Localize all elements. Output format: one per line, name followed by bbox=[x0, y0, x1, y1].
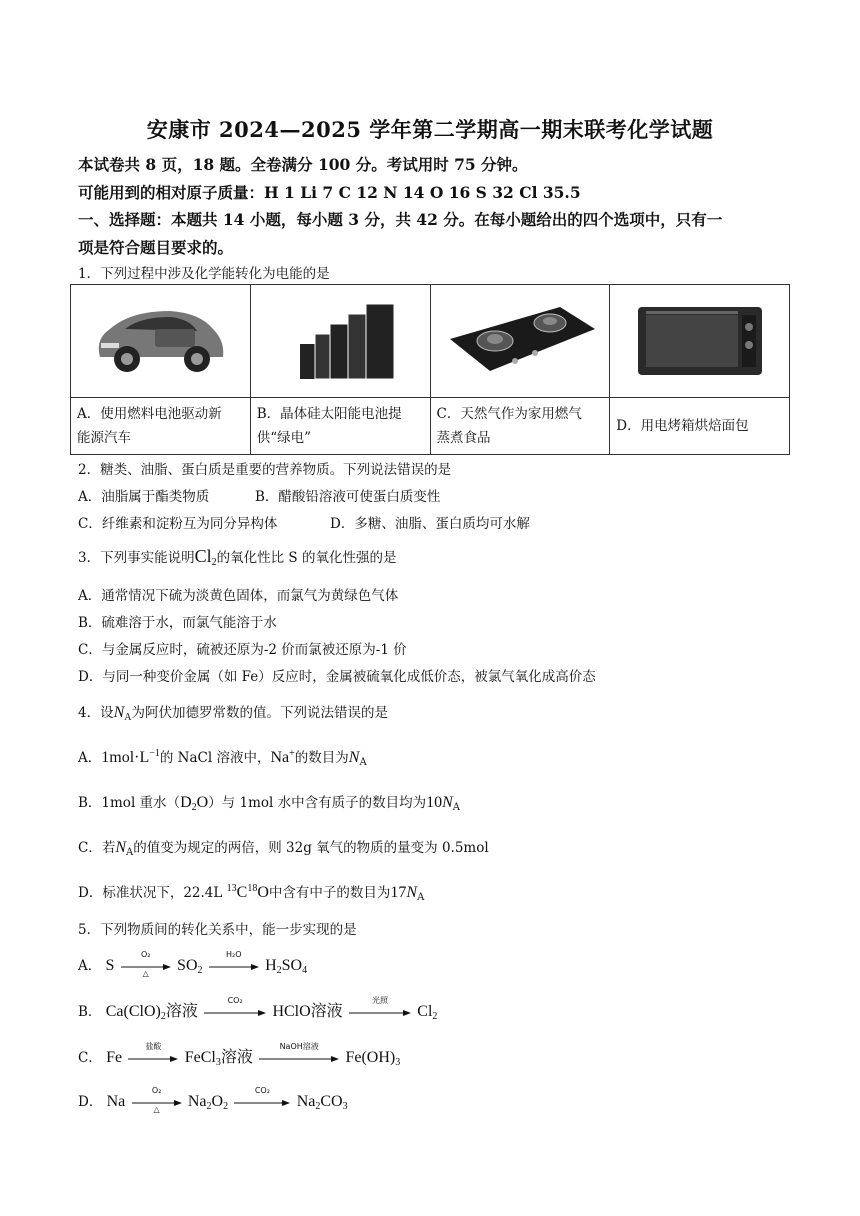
arrow-condition-heat: △ bbox=[142, 968, 149, 978]
na-symbol: N bbox=[113, 704, 125, 721]
na-ion-formula: Na+ bbox=[270, 748, 295, 766]
h2so4-formula: $H_2SO_4$ bbox=[265, 957, 308, 976]
q1-stem: 1．下列过程中涉及化学能转化为电能的是 bbox=[78, 266, 330, 282]
hclo-solution-text: HClO溶液 bbox=[272, 1003, 343, 1020]
q3-option-b[interactable]: B．硫难溶于水，而氯气能溶于水 bbox=[78, 615, 277, 631]
arrow-icon bbox=[259, 1054, 339, 1064]
q4-option-c-label: C．若 bbox=[78, 840, 116, 856]
q1-option-a[interactable] bbox=[71, 398, 251, 455]
q4-option-b-label: B．1mol 重水（ bbox=[78, 795, 181, 811]
reaction-arrow bbox=[132, 1085, 182, 1114]
q4-option-c[interactable]: C．若$N_A$的值变为规定的两倍，则 32g 氧气的物质的量变为 0.5mol bbox=[78, 839, 489, 858]
q2-stem: 2．糖类、油脂、蛋白质是重要的营养物质。下列说法错误的是 bbox=[78, 462, 452, 478]
q1-option-b-text: B．晶体硅太阳能电池提 bbox=[256, 406, 402, 422]
cl2-formula: $Cl_2$ bbox=[194, 546, 217, 568]
q2-option-d[interactable]: D．多糖、油脂、蛋白质均可水解 bbox=[330, 516, 530, 532]
arrow-condition-heat: △ bbox=[153, 1104, 160, 1114]
exam-title: 安康市 2024—2025 学年第二学期高一期末联考化学试题 bbox=[146, 117, 714, 142]
q5-option-d-label: D． bbox=[78, 1094, 103, 1110]
q1-option-c-text-cont: 蒸煮食品 bbox=[436, 430, 491, 446]
arrow-condition: 盐酸 bbox=[145, 1041, 162, 1051]
q5-option-b[interactable] bbox=[78, 995, 438, 1022]
solar-panels-image bbox=[280, 294, 400, 384]
reaction-arrow bbox=[128, 1041, 178, 1067]
arrow-condition: CO₂ bbox=[254, 1085, 270, 1095]
cl2-formula: $Cl_2$ bbox=[417, 1003, 438, 1022]
sodium-formula: Na bbox=[106, 1093, 126, 1110]
q1-option-a-text-cont: 能源汽车 bbox=[77, 430, 131, 446]
section-heading-cont: 项是符合题目要求的。 bbox=[78, 238, 234, 257]
q3-stem-part2: 的氧化性比 S 的氧化性强的是 bbox=[216, 550, 397, 566]
q5-stem: 5．下列物质间的转化关系中，能一步实现的是 bbox=[78, 922, 357, 938]
q4-option-d-label: D．标准状况下，22.4L bbox=[78, 885, 223, 901]
q1-option-d[interactable] bbox=[610, 398, 790, 455]
q4-option-c-text: 的值变为规定的两倍，则 32g 氧气的物质的量变为 0.5mol bbox=[133, 840, 489, 856]
q4-option-d-text: 中含有中子的数目为 bbox=[268, 885, 391, 901]
exam-info-line: 本试卷共 8 页，18 题。全卷满分 100 分。考试用时 75 分钟。 bbox=[78, 155, 528, 174]
q1-option-b-text-cont: 供“绿电” bbox=[256, 430, 312, 446]
q3-option-d[interactable]: D．与同一种变价金属（如 Fe）反应时，金属被硫氧化成低价态，被氯气氧化成高价态 bbox=[78, 669, 596, 685]
solution-text: 溶液 bbox=[165, 1003, 198, 1020]
q2-option-b[interactable]: B．醋酸铅溶液可使蛋白质变性 bbox=[255, 489, 441, 505]
arrow-icon bbox=[234, 1098, 290, 1108]
q4-option-a-text: 的 NaCl 溶液中， bbox=[159, 750, 271, 766]
q4-stem: 4．设$N_A$为阿伏加德罗常数的值。下列说法错误的是 bbox=[78, 704, 388, 723]
q1-options-table bbox=[70, 284, 790, 455]
sulfur-formula: S bbox=[105, 957, 115, 974]
electric-car-image bbox=[85, 299, 235, 379]
q1-option-b[interactable] bbox=[250, 398, 430, 455]
arrow-icon bbox=[128, 1054, 178, 1064]
q4-option-d[interactable]: D．标准状况下，22.4L $^{13}C^{18}O$中含有中子的数目为$17N_A$ bbox=[78, 883, 425, 903]
ten-na: 10N bbox=[426, 794, 453, 811]
q1-option-b-image bbox=[250, 285, 430, 398]
q1-option-c-text: C．天然气作为家用燃气 bbox=[436, 406, 582, 422]
q3-stem-part1: 3．下列事实能说明 bbox=[78, 550, 195, 566]
q3-option-c[interactable]: C．与金属反应时，硫被还原为-2 价而氯被还原为-1 价 bbox=[78, 642, 407, 658]
iron-hydroxide-formula: $Fe(OH)_3$ bbox=[345, 1049, 401, 1068]
q1-option-d-text: D．用电烤箱烘焙面包 bbox=[616, 418, 749, 434]
q2-option-c[interactable]: C．纤维素和淀粉互为同分异构体 bbox=[78, 516, 278, 532]
q4-option-a[interactable]: A．$1mol\cdot L^{-1}$的 NaCl 溶液中，Na+的数目为$N_A$ bbox=[78, 748, 367, 768]
na2o2-formula: $Na_2O_2$ bbox=[187, 1093, 229, 1112]
na-symbol: N bbox=[348, 749, 360, 766]
q4-option-b-text: ）与 1mol 水中含有质子的数目均为 bbox=[208, 795, 427, 811]
iron-formula: Fe bbox=[106, 1049, 123, 1066]
q4-option-a-label: A． bbox=[78, 750, 102, 766]
reaction-arrow bbox=[349, 995, 411, 1021]
arrow-icon bbox=[209, 962, 259, 972]
gas-stove-image bbox=[440, 299, 600, 379]
q2-option-a[interactable]: A．油脂属于酯类物质 bbox=[78, 489, 210, 505]
q1-option-d-image bbox=[610, 285, 790, 398]
q3-stem bbox=[78, 546, 396, 568]
reaction-arrow bbox=[234, 1085, 290, 1111]
q4-option-a-text-end: 的数目为 bbox=[294, 750, 349, 766]
fecl3-formula: FeCl$_3$ bbox=[184, 1049, 221, 1068]
q1-option-c[interactable] bbox=[430, 398, 610, 455]
na2co3-formula: $Na_2CO_3$ bbox=[296, 1093, 348, 1112]
q4-stem-part2: 为阿伏加德罗常数的值。下列说法错误的是 bbox=[131, 705, 388, 721]
q4-option-b[interactable]: B．1mol 重水$(D_2O)$与 1mol 水中含有质子的数目均为$10N_A$ bbox=[78, 794, 461, 813]
so2-formula: $SO_2$ bbox=[177, 957, 203, 976]
reaction-arrow bbox=[209, 949, 259, 975]
q5-option-c-label: C． bbox=[78, 1050, 102, 1066]
arrow-condition: 光照 bbox=[371, 995, 388, 1005]
arrow-icon bbox=[349, 1008, 411, 1018]
reaction-arrow bbox=[121, 949, 171, 978]
q1-option-a-image bbox=[71, 285, 251, 398]
arrow-condition: O₂ bbox=[140, 949, 151, 959]
q5-option-a-label: A． bbox=[78, 958, 102, 974]
arrow-condition: NaOH溶液 bbox=[279, 1041, 319, 1051]
na-symbol: N bbox=[115, 839, 127, 856]
arrow-icon bbox=[132, 1098, 182, 1108]
arrow-condition: H₂O bbox=[226, 949, 242, 959]
q5-option-d[interactable] bbox=[78, 1085, 348, 1114]
concentration-formula: $1mol\cdot L^{-1}$ bbox=[101, 748, 160, 766]
atomic-mass-line: 可能用到的相对原子质量：H 1 Li 7 C 12 N 14 O 16 S 32 Cl 35.5 bbox=[78, 183, 581, 202]
arrow-icon bbox=[204, 1008, 266, 1018]
seventeen-na: 17N bbox=[390, 884, 418, 901]
arrow-condition: O₂ bbox=[151, 1085, 162, 1095]
arrow-condition: CO₂ bbox=[227, 995, 243, 1005]
calcium-hypochlorite-formula: $Ca(ClO)_2$ bbox=[105, 1003, 166, 1022]
q1-option-c-image bbox=[430, 285, 610, 398]
d2o-formula: $D_2O$ bbox=[180, 794, 209, 813]
q1-option-a-text: A．使用燃料电池驱动新 bbox=[77, 406, 222, 422]
q5-option-b-label: B． bbox=[78, 1004, 102, 1020]
arrow-icon bbox=[121, 962, 171, 972]
q5-option-a[interactable] bbox=[78, 949, 308, 978]
reaction-arrow bbox=[259, 1041, 339, 1067]
section-heading: 一、选择题：本题共 14 小题，每小题 3 分，共 42 分。在每小题给出的四个选项中，只有一 bbox=[78, 210, 723, 229]
isotope-co-formula: $^{13}C^{18}O$ bbox=[226, 883, 269, 901]
q4-stem-part1: 4．设 bbox=[78, 705, 114, 721]
q5-option-c[interactable] bbox=[78, 1041, 401, 1068]
solution-text: 溶液 bbox=[220, 1049, 253, 1066]
reaction-arrow bbox=[204, 995, 266, 1021]
q3-option-a[interactable]: A．通常情况下硫为淡黄色固体，而氯气为黄绿色气体 bbox=[78, 588, 399, 604]
oven-image bbox=[630, 297, 770, 382]
